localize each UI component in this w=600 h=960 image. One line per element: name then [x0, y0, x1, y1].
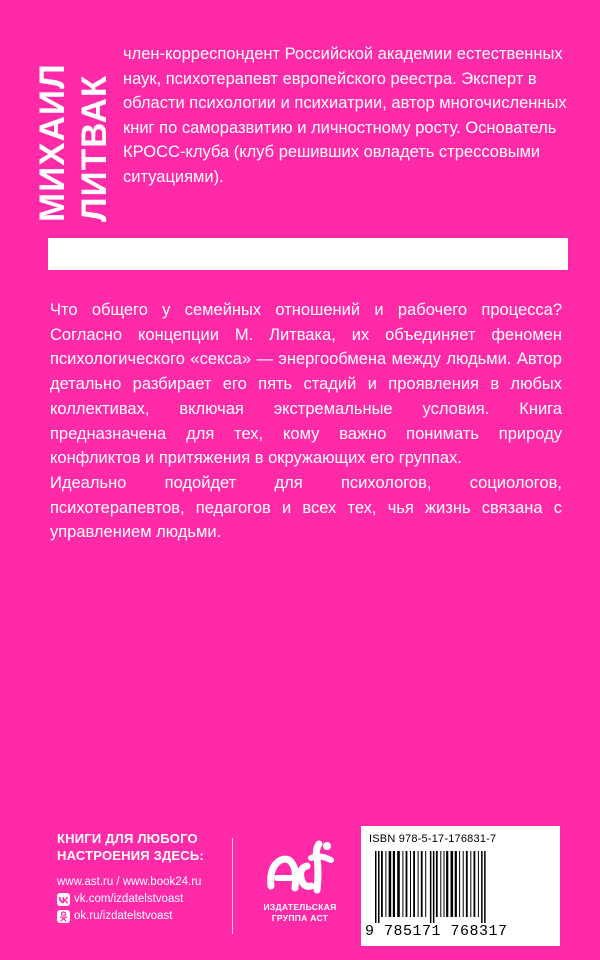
- barcode-bar: [463, 851, 464, 917]
- barcode-bar: [455, 851, 457, 917]
- barcode-bar: [451, 851, 454, 917]
- author-first-name: МИХАИЛ: [33, 63, 72, 222]
- barcode-bar: [421, 851, 423, 917]
- white-divider-band: [48, 238, 568, 270]
- promo-heading-line-2: НАСТРОЕНИЯ ЗДЕСЬ:: [57, 848, 204, 863]
- barcode-bar: [402, 851, 403, 917]
- barcode-bar: [418, 851, 419, 917]
- ast-logo-icon: [265, 836, 335, 896]
- author-bio: член-корреспондент Российской академии естественных наук, психотерапевт европейского реестра. Эксперт в области психологии и психиатрии, автор многочисленных книг по саморазвитию и личностному росту. Основатель КРОСС-клуба (клуб решивших овладеть стрессовыми ситуациями).: [123, 45, 567, 186]
- isbn-number: ISBN 978-5-17-176831-7: [369, 833, 497, 845]
- barcode-bar: [470, 851, 471, 917]
- annotation-paragraph-2: Идеально подойдет для психологов, социологов, психотерапевтов, педагогов и всех тех, чья жизнь связана с управлением людьми.: [50, 473, 562, 542]
- isbn-barcode: [361, 826, 560, 946]
- barcode-bar: [413, 851, 415, 917]
- barcode-bar: [375, 851, 377, 923]
- book-annotation: [50, 298, 562, 545]
- ok-icon: [57, 910, 70, 923]
- publisher-caption-line-2: ГРУППА АСТ: [271, 913, 329, 923]
- barcode-bar: [466, 851, 468, 917]
- barcode-bar: [406, 851, 408, 917]
- barcode-bar: [381, 851, 383, 917]
- promo-heading-line-1: КНИГИ ДЛЯ ЛЮБОГО: [57, 831, 198, 846]
- promo-heading: [57, 830, 237, 864]
- vk-link[interactable]: [57, 891, 237, 908]
- barcode-bar: [410, 851, 411, 917]
- barcode-bar: [393, 851, 395, 917]
- barcode-bar: [430, 851, 432, 923]
- websites-text[interactable]: www.ast.ru / www.book24.ru: [57, 876, 202, 888]
- barcode-bar: [444, 851, 445, 917]
- publisher-block: [248, 836, 352, 924]
- ean-digits: 9 785171 768317: [365, 923, 508, 940]
- promo-links: [57, 874, 237, 925]
- author-name-vertical: [33, 2, 114, 222]
- barcode-bar: [436, 851, 438, 917]
- barcode-bar: [425, 851, 426, 917]
- vk-icon: [57, 893, 70, 906]
- publisher-caption-line-1: ИЗДАТЕЛЬСКАЯ: [263, 902, 337, 912]
- vk-link-text[interactable]: vk.com/izdatelstvoast: [74, 893, 184, 905]
- publisher-caption: [248, 902, 352, 924]
- barcode-bar: [389, 851, 392, 917]
- promo-block: [57, 830, 237, 925]
- websites-link[interactable]: [57, 874, 237, 891]
- barcode-bar: [397, 851, 400, 917]
- barcode-bar: [385, 851, 386, 917]
- barcode-bar: [433, 851, 435, 923]
- barcode-bars: [369, 851, 551, 923]
- footer-divider: [232, 838, 233, 934]
- barcode-bar: [378, 851, 380, 923]
- barcode-bar: [459, 851, 460, 917]
- barcode-bar: [478, 851, 479, 917]
- barcode-bar: [440, 851, 441, 917]
- annotation-paragraph-1: Что общего у семейных отношений и рабочего процесса? Согласно концепции М. Литвака, их объединяет феномен психологического «секса» — энергообмена между людьми. Автор детально разбирает его пять стадий и проявления в любых коллективах, включая экстремальные условия. Книга предназначена для тех, кому важно понимать природу конфликтов и притяжения в окружающих его группах.: [50, 301, 562, 468]
- barcode-bar: [481, 851, 483, 923]
- ok-link-text[interactable]: ok.ru/izdatelstvoast: [74, 910, 173, 922]
- author-last-name: ЛИТВАК: [75, 74, 114, 222]
- ok-link[interactable]: [57, 908, 237, 925]
- barcode-bar: [474, 851, 476, 917]
- barcode-bar: [484, 851, 486, 923]
- barcode-bar: [446, 851, 448, 917]
